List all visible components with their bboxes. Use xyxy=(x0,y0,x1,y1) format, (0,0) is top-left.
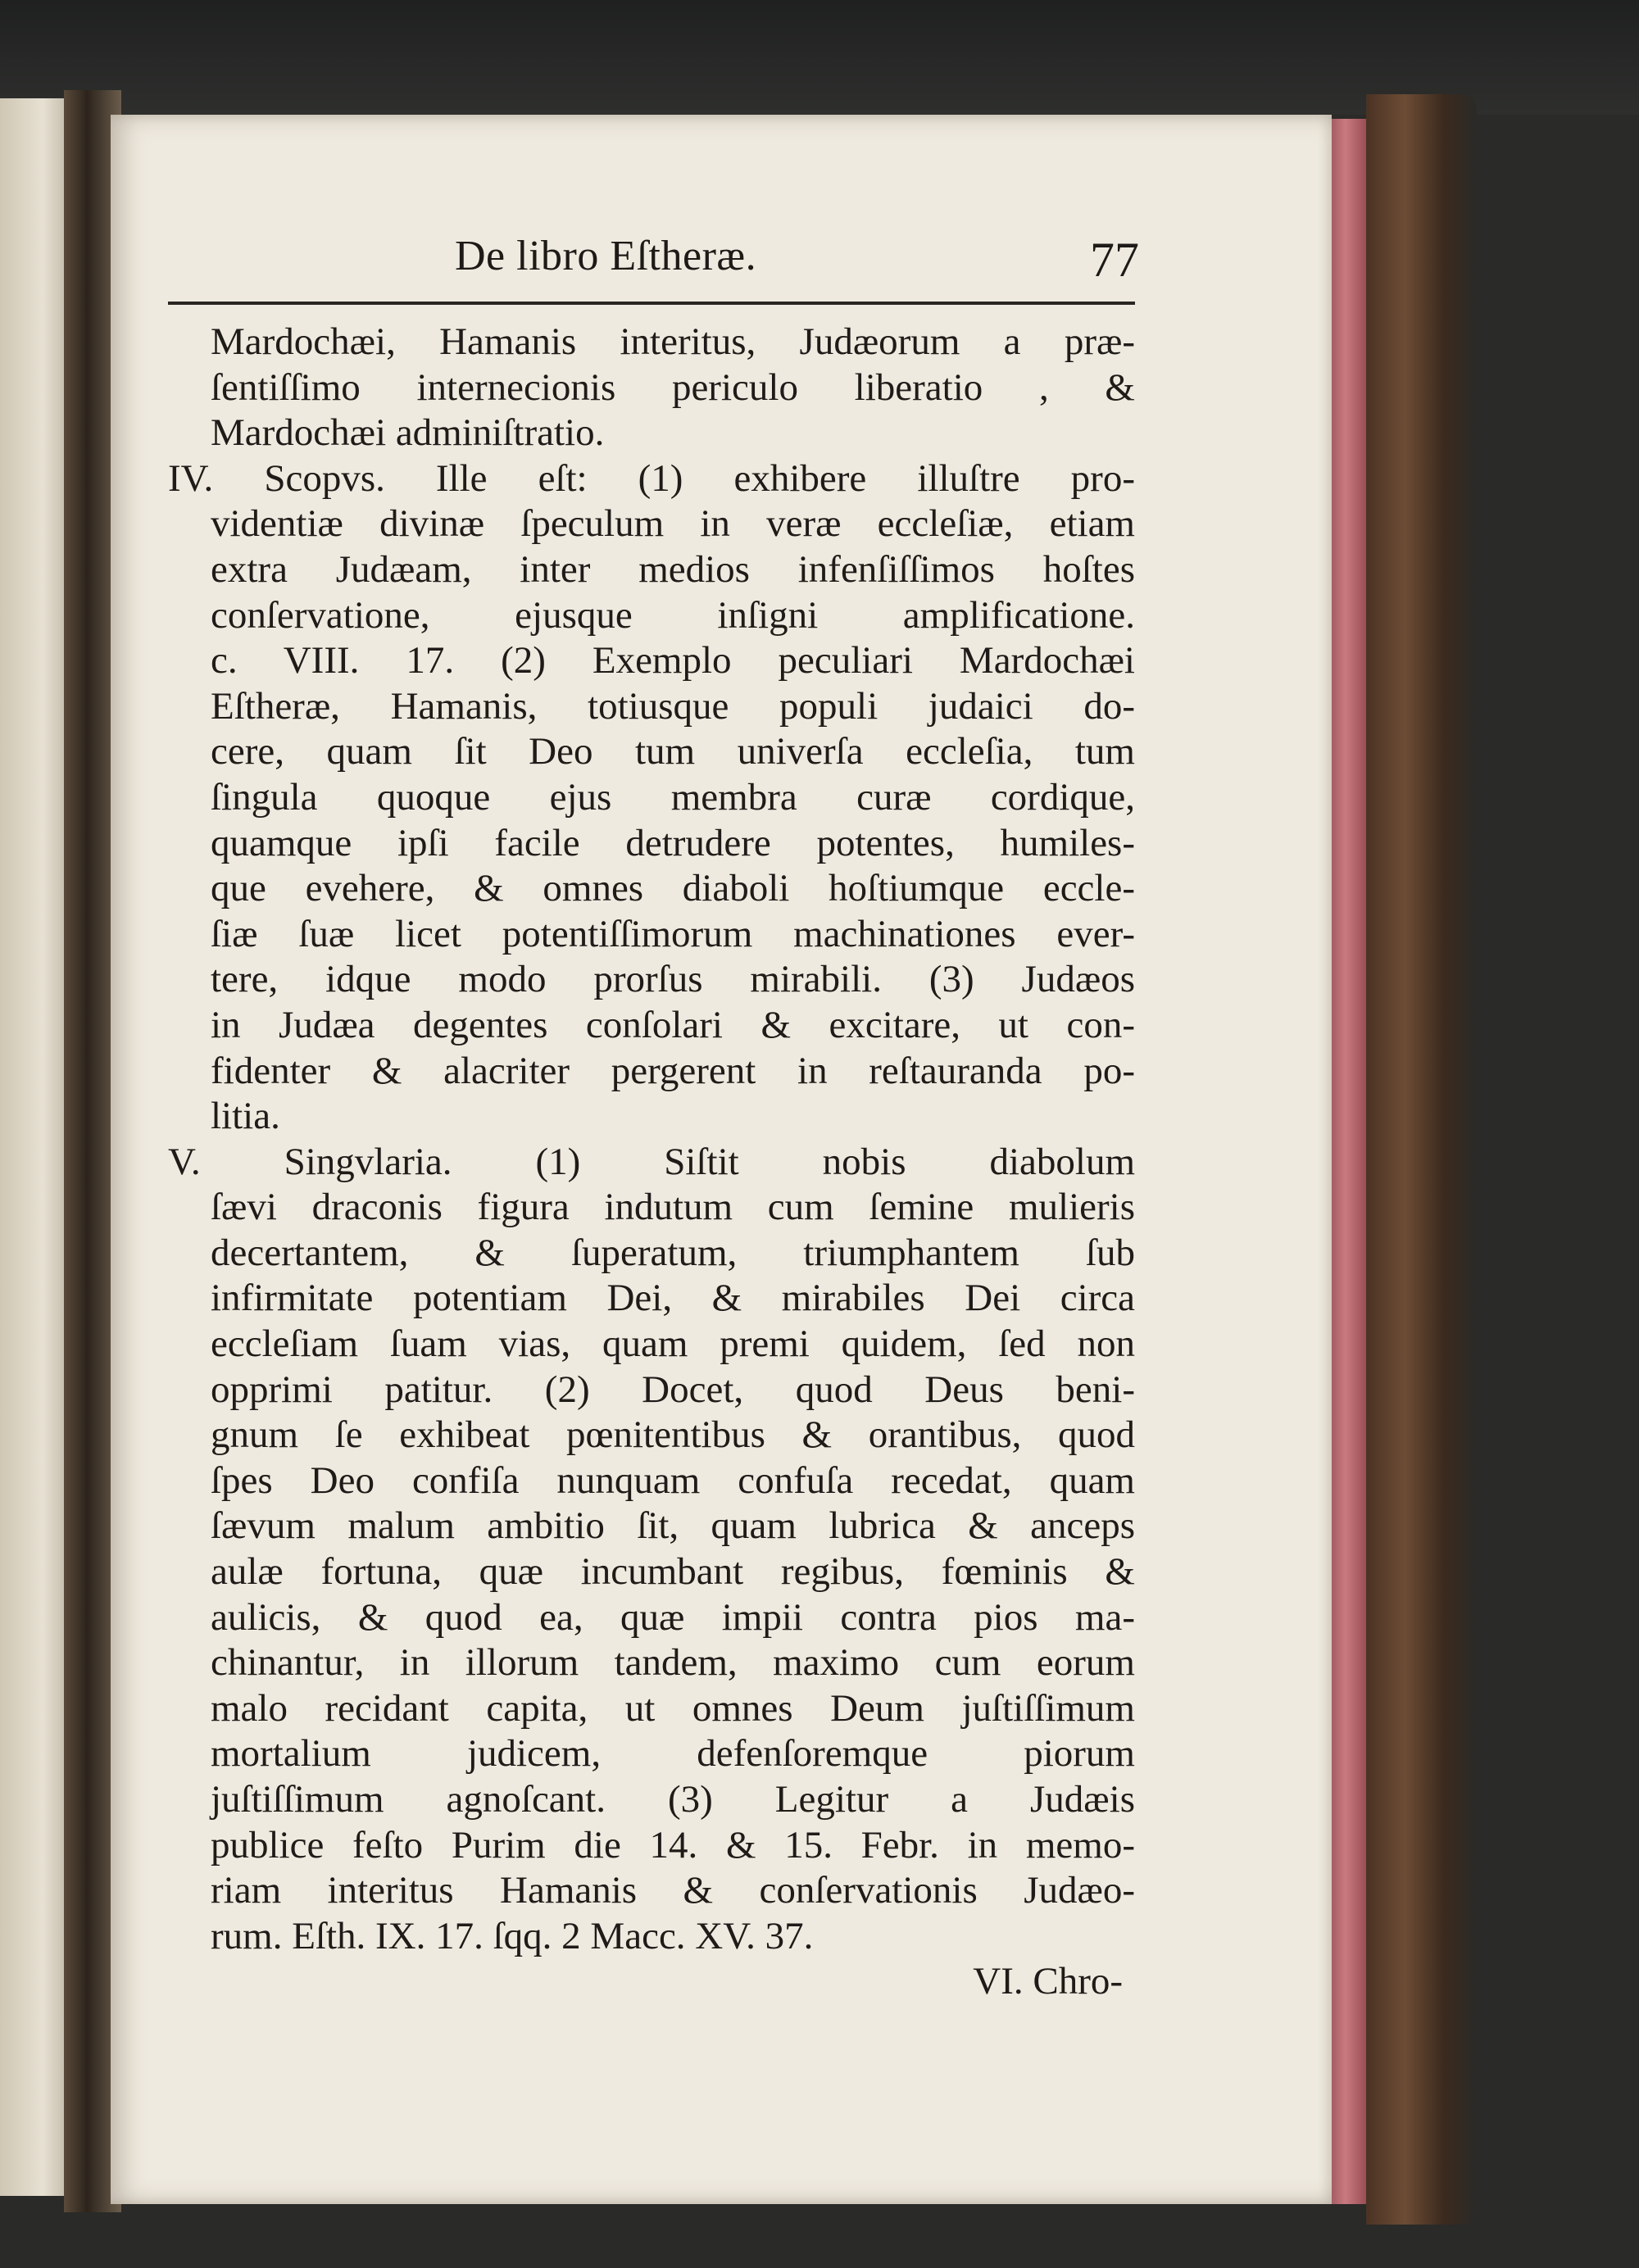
text-line: mortalium judicem, defenſoremque piorum xyxy=(211,1732,1135,1776)
catchword: VI. Chro- xyxy=(973,1960,1123,2003)
text-line: ſingula quoque ejus membra curæ cordique, xyxy=(211,775,1135,819)
text-line: tere, idque modo prorſus mirabili. (3) Judæos xyxy=(211,958,1135,1001)
text-line: Eſtheræ, Hamanis, totiusque populi judaici do- xyxy=(211,684,1135,728)
text-line: cere, quam ſit Deo tum univerſa eccleſia, tum xyxy=(211,730,1135,773)
text-line: chinantur, in illorum tandem, maximo cum eorum xyxy=(211,1641,1135,1685)
text-line: malo recidant capita, ut omnes Deum juſtiſſimum xyxy=(211,1686,1135,1730)
text-line: rum. Eſth. IX. 17. ſqq. 2 Macc. XV. 37. xyxy=(211,1914,814,1957)
running-head: De libro Eſtheræ. xyxy=(455,233,757,279)
text-line: videntiæ divinæ ſpeculum in veræ eccleſiæ, etiam xyxy=(211,502,1135,546)
text-line: ſiæ ſuæ licet potentiſſimorum machinationes ever- xyxy=(211,912,1135,955)
text-line: conſervatione, ejusque inſigni amplificatione. xyxy=(211,593,1135,637)
text-line: infirmitate potentiam Dei, & mirabiles Dei circa xyxy=(211,1277,1135,1320)
leather-cover xyxy=(1366,94,1477,2225)
text-line: gnum ſe exhibeat pœnitentibus & orantibus, quod xyxy=(211,1413,1135,1457)
header-rule xyxy=(168,302,1135,305)
text-line: Mardochæi adminiſtratio. xyxy=(211,411,605,455)
page-number: 77 xyxy=(1090,233,1139,287)
text-line: eccleſiam ſuam vias, quam premi quidem, ſed non xyxy=(211,1322,1135,1366)
text-line: ſentiſſimo internecionis periculo liberatio , & xyxy=(211,365,1135,409)
text-line: ſpes Deo confiſa nunquam confuſa recedat, quam xyxy=(211,1458,1135,1502)
text-line: IV. Scopvs. Ille eſt: (1) exhibere illuſtre pro- xyxy=(168,456,1135,500)
text-line: Mardochæi, Hamanis interitus, Judæorum a præ- xyxy=(211,320,1135,363)
text-line: decertantem, & ſuperatum, triumphantem ſub xyxy=(211,1231,1135,1274)
text-line: aulicis, & quod ea, quæ impii contra pios ma- xyxy=(211,1595,1135,1639)
text-line: ſævi draconis figura indutum cum ſemine mulieris xyxy=(211,1186,1135,1229)
body-text xyxy=(168,320,1135,2005)
red-page-edges xyxy=(1332,119,1366,2204)
text-line: fidenter & alacriter pergerent in reſtauranda po- xyxy=(211,1049,1135,1092)
text-line: c. VIII. 17. (2) Exemplo peculiari Mardochæi xyxy=(211,639,1135,683)
text-line: in Judæa degentes conſolari & excitare, ut con- xyxy=(211,1003,1135,1046)
text-line: V. Singvlaria. (1) Siſtit nobis diabolum xyxy=(168,1140,1135,1183)
text-line: riam interitus Hamanis & conſervationis Judæo- xyxy=(211,1869,1135,1912)
text-line: ſævum malum ambitio ſit, quam lubrica & anceps xyxy=(211,1504,1135,1548)
text-line: juſtiſſimum agnoſcant. (3) Legitur a Judæis xyxy=(211,1778,1135,1821)
text-line: litia. xyxy=(211,1095,280,1138)
text-line: quamque ipſi facile detrudere potentes, humiles- xyxy=(211,821,1135,864)
text-line: aulæ fortuna, quæ incumbant regibus, fœminis & xyxy=(211,1550,1135,1594)
text-line: opprimi patitur. (2) Docet, quod Deus beni- xyxy=(211,1368,1135,1411)
text-line: que evehere, & omnes diaboli hoſtiumque eccle- xyxy=(211,867,1135,910)
text-line: extra Judæam, inter medios infenſiſſimos hoſtes xyxy=(211,547,1135,591)
text-line: publice feſto Purim die 14. & 15. Febr. in memo- xyxy=(211,1823,1135,1867)
